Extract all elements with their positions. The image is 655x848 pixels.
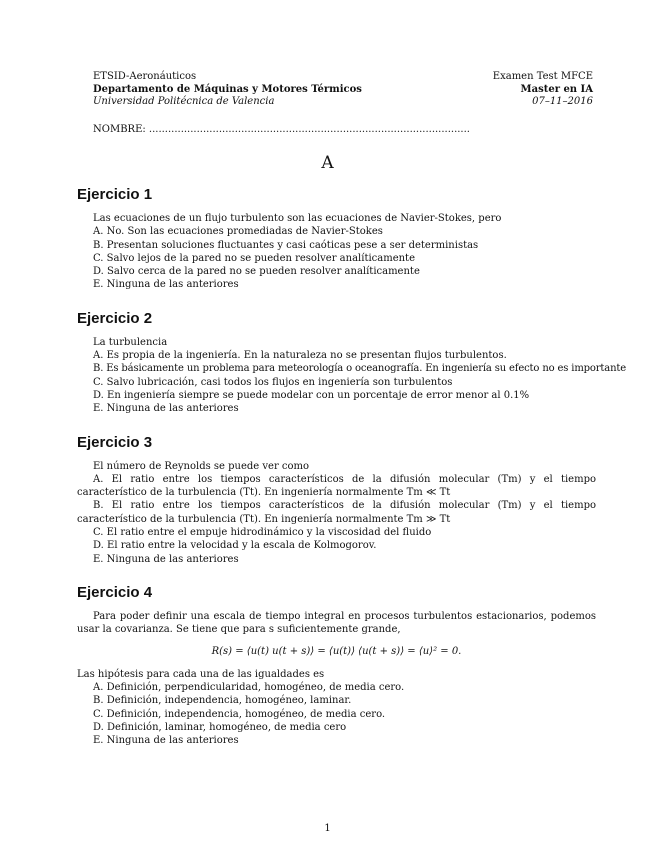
department-name: Departamento de Máquinas y Motores Térmicos <box>93 83 362 95</box>
option-c: C. Salvo lejos de la pared no se pueden resolver analíticamente <box>93 252 415 264</box>
option-b: B. Es básicamente un problema para meteorología o oceanografía. En ingeniería su efecto no es importante <box>93 363 627 375</box>
question-stem: La turbulencia <box>93 336 168 348</box>
option-c: C. Salvo lubricación, casi todos los flujos en ingeniería son turbulentos <box>93 376 453 388</box>
option-b: B. Definición, independencia, homogéneo, laminar. <box>93 695 352 707</box>
exercise-body <box>77 336 627 416</box>
page-number: 1 <box>324 823 331 834</box>
exam-title: Examen Test MFCE <box>492 71 593 82</box>
exam-variant: A <box>321 153 334 173</box>
hypotheses-intro: Las hipótesis para cada una de las igualdades es <box>77 668 325 680</box>
exercise-4 <box>77 584 596 748</box>
option-d: D. Definición, laminar, homogéneo, de media cero <box>93 722 347 734</box>
program-name: Master en IA <box>520 83 593 95</box>
exercise-body <box>77 212 596 292</box>
exam-date: 07–11–2016 <box>532 96 593 107</box>
exercise-title: Ejercicio 2 <box>77 309 153 327</box>
header-left <box>93 71 362 109</box>
option-a: A. Es propia de la ingeniería. En la naturaleza no se presentan flujos turbulentos. <box>93 350 507 362</box>
question-stem: El número de Reynolds se puede ver como <box>93 460 310 472</box>
option-a: A. No. Son las ecuaciones promediadas de Navier-Stokes <box>93 226 383 238</box>
option-e: E. Ninguna de las anteriores <box>93 403 239 415</box>
option-e: E. Ninguna de las anteriores <box>93 279 239 291</box>
exam-content <box>77 186 627 766</box>
exercise-title: Ejercicio 3 <box>77 433 153 451</box>
exercise-body <box>77 610 596 748</box>
question-stem: Para poder definir una escala de tiempo integral en procesos turbulentos estacionarios, podemos usar la covarianza. Se tiene que para s suficientemente grande, <box>77 610 596 636</box>
university-name: Universidad Politécnica de Valencia <box>93 96 275 107</box>
exercise-title: Ejercicio 4 <box>77 583 153 601</box>
option-b: B. El ratio entre los tiempos característicos de la difusión molecular (Tm) y el tiempo característico de la turbulencia (Tt). En ingeniería normalmente Tm ≫ Tt <box>77 500 596 525</box>
option-d: D. Salvo cerca de la pared no se pueden resolver analíticamente <box>93 266 420 278</box>
option-e: E. Ninguna de las anteriores <box>93 553 239 565</box>
exercise-3 <box>77 434 596 566</box>
option-e: E. Ninguna de las anteriores <box>93 735 239 747</box>
option-d: D. El ratio entre la velocidad y la escala de Kolmogorov. <box>93 540 377 552</box>
exercise-body <box>77 460 596 566</box>
option-a: A. Definición, perpendicularidad, homogéneo, de media cero. <box>93 682 405 694</box>
option-d: D. En ingeniería siempre se puede modelar con un porcentaje de error menor al 0.1% <box>93 389 530 401</box>
option-c: C. Definición, independencia, homogéneo, de media cero. <box>93 708 386 720</box>
exercise-2 <box>77 309 627 416</box>
name-field-line: NOMBRE: ..................................................................................................... <box>93 124 470 135</box>
exercise-1 <box>77 186 596 292</box>
exercise-title: Ejercicio 1 <box>77 186 153 203</box>
school-name: ETSID-Aeronáuticos <box>93 71 197 82</box>
question-stem: Las ecuaciones de un flujo turbulento son las ecuaciones de Navier-Stokes, pero <box>93 213 502 224</box>
option-b: B. Presentan soluciones fluctuantes y casi caóticas pese a ser deterministas <box>93 239 479 251</box>
option-c: C. El ratio entre el empuje hidrodinámico y la viscosidad del fluido <box>93 527 432 539</box>
covariance-formula: R(s) = ⟨u(t) u(t + s)⟩ = ⟨u(t)⟩ ⟨u(t + s)⟩ = ⟨u⟩² = 0. <box>211 645 462 657</box>
option-a: A. El ratio entre los tiempos característicos de la difusión molecular (Tm) y el tiempo característico de la turbulencia (Tt). En ingeniería normalmente Tm ≪ Tt <box>77 473 596 499</box>
header-right <box>493 71 593 109</box>
